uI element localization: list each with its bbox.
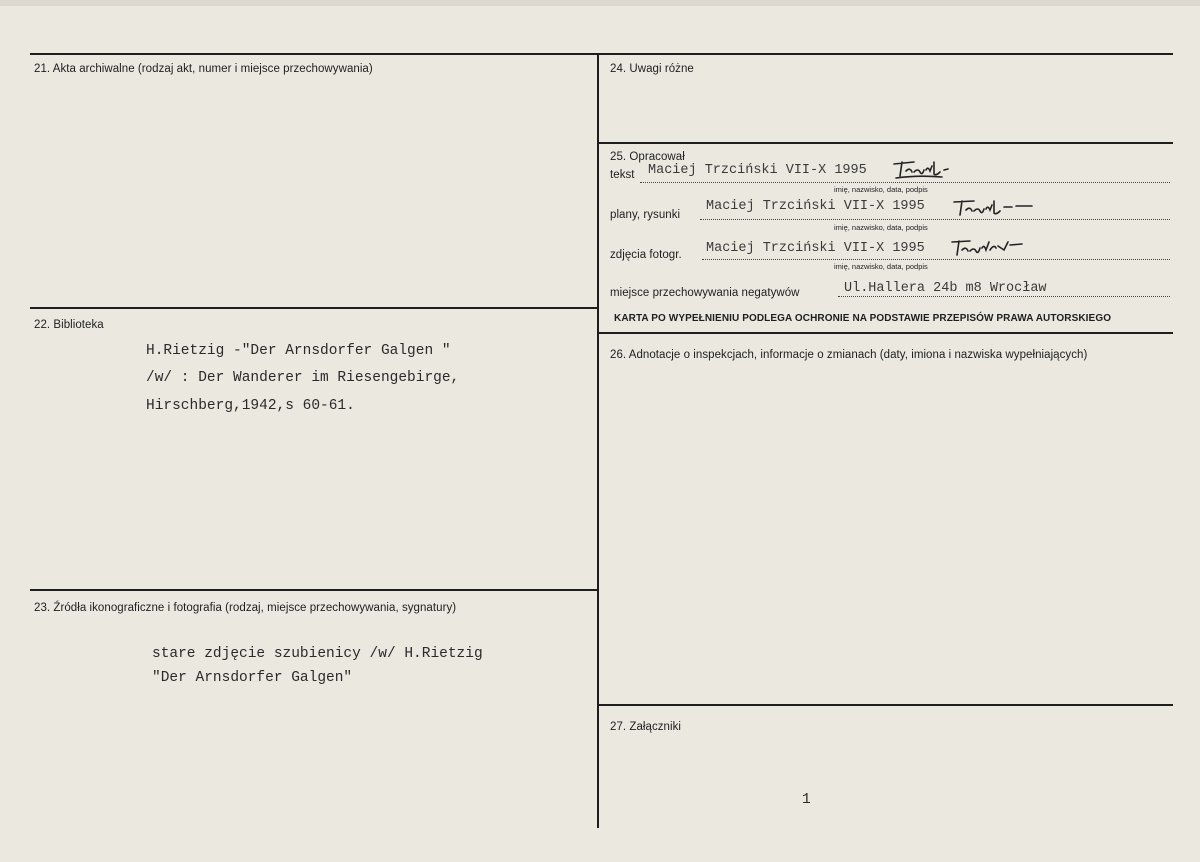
rule-24-25	[598, 142, 1173, 144]
library-line-3: Hirschberg,1942,s 60-61.	[146, 398, 355, 414]
drawings-author-value: Maciej Trzciński VII-X 1995	[706, 199, 925, 214]
library-line-1: H.Rietzig -"Der Arnsdorfer Galgen "	[146, 343, 451, 359]
rule-21-22	[30, 307, 598, 309]
drawings-author-line	[700, 219, 1170, 220]
photos-author-value: Maciej Trzciński VII-X 1995	[706, 241, 925, 256]
iconography-line-2: "Der Arnsdorfer Galgen"	[152, 670, 353, 686]
drawings-author-caption: imię, nazwisko, data, podpis	[834, 223, 928, 232]
iconography-line-1: stare zdjęcie szubienicy /w/ H.Rietzig	[152, 646, 483, 662]
negatives-line	[838, 296, 1170, 297]
top-rule	[30, 53, 1173, 55]
copyright-note: KARTA PO WYPEŁNIENIU PODLEGA OCHRONIE NA PODSTAWIE PRZEPISÓW PRAWA AUTORSKIEGO	[614, 313, 1112, 324]
column-divider	[597, 53, 599, 828]
signature-drawings	[950, 196, 1036, 220]
text-author-line	[640, 182, 1170, 183]
photos-author-label: zdjęcia fotogr.	[610, 249, 682, 261]
section-22-label: 22. Biblioteka	[34, 319, 104, 331]
section-27-label: 27. Załączniki	[610, 721, 682, 733]
signature-text	[888, 158, 968, 182]
negatives-value: Ul.Hallera 24b m8 Wrocław	[844, 281, 1047, 296]
photos-author-caption: imię, nazwisko, data, podpis	[834, 262, 928, 271]
card-edge	[0, 0, 1200, 6]
library-line-2: /w/ : Der Wanderer im Riesengebirge,	[146, 370, 460, 386]
text-author-caption: imię, nazwisko, data, podpis	[834, 185, 928, 194]
section-21-label: 21. Akta archiwalne (rodzaj akt, numer i miejsce przechowywania)	[34, 63, 373, 75]
rule-26-27	[598, 704, 1173, 706]
photos-author-line	[702, 259, 1170, 260]
section-26-label: 26. Adnotacje o inspekcjach, informacje o zmianach (daty, imiona i nazwiska wypełniających)	[610, 349, 1088, 361]
drawings-author-label: plany, rysunki	[610, 209, 681, 221]
page-number: 1	[802, 792, 811, 808]
rule-22-23	[30, 589, 598, 591]
text-author-value: Maciej Trzciński VII-X 1995	[648, 163, 867, 178]
text-author-label: tekst	[610, 169, 635, 181]
section-24-label: 24. Uwagi różne	[610, 63, 694, 75]
section-23-label: 23. Źródła ikonograficzne i fotografia (rodzaj, miejsce przechowywania, sygnatury)	[34, 602, 457, 614]
rule-25-26	[598, 332, 1173, 334]
signature-photos	[948, 236, 1030, 260]
negatives-label: miejsce przechowywania negatywów	[610, 287, 800, 299]
section-25-label: 25. Opracował	[610, 151, 685, 163]
